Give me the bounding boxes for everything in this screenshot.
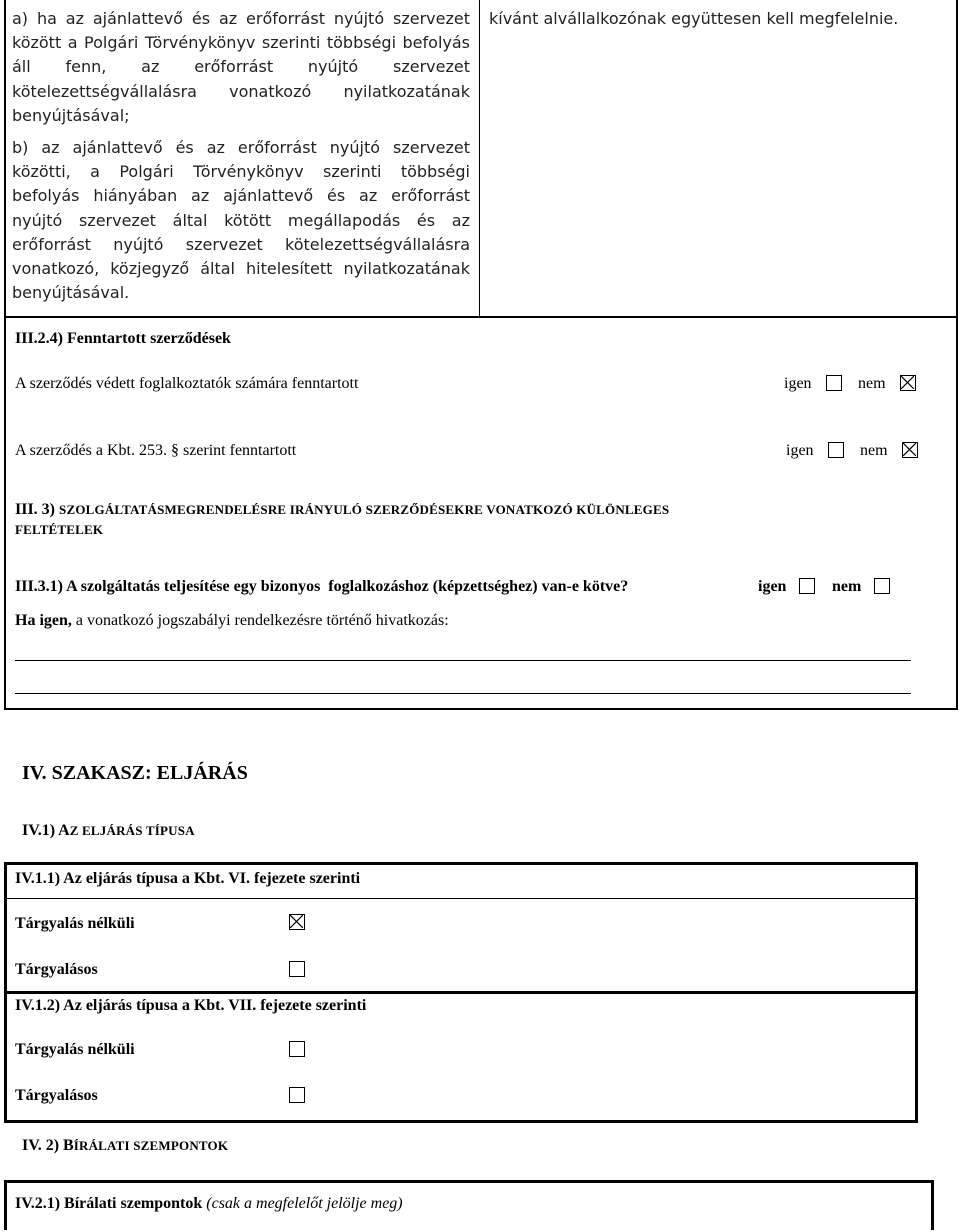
criteria-box-bold: IV.2.1) Bírálati szempontok — [15, 1195, 203, 1212]
qualification-yes-label: igen — [758, 578, 787, 595]
table1-no-negotiation-checkbox[interactable] — [289, 914, 305, 930]
qualification-no-checkbox[interactable] — [874, 578, 890, 594]
reserved-kbt253-no-label: nem — [860, 442, 888, 459]
procedure-type-table-1-divider — [7, 898, 915, 899]
procedure-type-table-2-title: IV.1.2) Az eljárás típusa a Kbt. VII. fejezete szerinti — [15, 997, 367, 1014]
procedure-type-table-1-title: IV.1.1) Az eljárás típusa a Kbt. VI. fejezete szerinti — [15, 870, 361, 887]
qualification-yes-checkbox[interactable] — [799, 578, 815, 594]
criteria-box-title — [15, 1194, 403, 1214]
criteria-rest: ÍRÁLATI SZEMPONTOK — [73, 1138, 229, 1153]
reserved-sheltered-no-checkbox[interactable] — [900, 375, 916, 391]
top-table-divider — [479, 0, 480, 316]
legal-reference-line-1[interactable] — [15, 660, 911, 661]
criteria-box-italic: (csak a megfelelőt jelölje meg) — [202, 1195, 403, 1212]
qualification-no-label: nem — [832, 578, 862, 595]
reserved-kbt253-yes-checkbox[interactable] — [828, 442, 844, 458]
table2-no-negotiation-label: Tárgyalás nélküli — [15, 1041, 135, 1058]
top-table-para-b: b) az ajánlattevő és az erőforrást nyújtó szervezet közötti, a Polgári Törvénykönyv szerinti többségi befolyás hiányában az ajánlattevő és az erőforrást nyújtó szervezet által kötött megállapodás és az erőforrást nyújtó szervezet kötelezettségvállalásra vonatkozó, közjegyző által hitelesített nyilatkozatának benyújtásával. — [12, 138, 470, 303]
section-3-3-title — [15, 500, 915, 520]
section-3-2-4-title: III.2.4) Fenntartott szerződések — [15, 330, 231, 347]
table2-negotiated-label: Tárgyalásos — [15, 1087, 98, 1104]
reserved-sheltered-label: A szerződés védett foglalkoztatók számára fenntartott — [15, 375, 359, 392]
section-3-3-title-line2: FELTÉTELEK — [15, 522, 104, 537]
table1-negotiated-checkbox[interactable] — [289, 961, 305, 977]
table1-negotiated-label: Tárgyalásos — [15, 961, 98, 978]
legal-reference-bold: Ha igen, — [15, 612, 72, 629]
table2-no-negotiation-checkbox[interactable] — [289, 1041, 305, 1057]
reserved-kbt253-yes-label: igen — [786, 442, 814, 459]
procedure-type-subheading — [22, 821, 195, 841]
criteria-prefix: IV. 2) B — [22, 1137, 74, 1154]
reserved-sheltered-yes-checkbox[interactable] — [826, 375, 842, 391]
reserved-kbt253-label: A szerződés a Kbt. 253. § szerint fenntartott — [15, 442, 297, 459]
legal-reference-text: a vonatkozó jogszabályi rendelkezésre történő hivatkozás: — [71, 612, 449, 629]
qualification-question: III.3.1) A szolgáltatás teljesítése egy bizonyos foglalkozáshoz (képzettséghez) van-e kötve? — [15, 578, 629, 595]
legal-reference-line-2[interactable] — [15, 693, 911, 694]
table2-negotiated-checkbox[interactable] — [289, 1087, 305, 1103]
checked-x-icon — [903, 443, 916, 456]
checked-x-icon — [290, 915, 303, 928]
reserved-sheltered-no-label: nem — [858, 375, 886, 392]
top-table-right-text: kívánt alvállalkozónak együttesen kell megfelelnie. — [489, 9, 899, 28]
reserved-sheltered-yes-label: igen — [784, 375, 812, 392]
top-table-para-a: a) ha az ajánlattevő és az erőforrást nyújtó szervezet között a Polgári Törvénykönyv szerinti többségi befolyás áll fenn, az erőforrást nyújtó szervezet kötelezettségvállalásra vonatkozó nyilatkozatának benyújtásával; — [12, 9, 470, 125]
section-3-3-title-main: SZOLGÁLTATÁSMEGRENDELÉSRE IRÁNYULÓ SZERZŐDÉSEKRE VONATKOZÓ KÜLÖNLEGES — [59, 502, 670, 517]
reserved-kbt253-no-checkbox[interactable] — [902, 442, 918, 458]
checked-x-icon — [901, 376, 914, 389]
procedure-type-prefix: IV.1) A — [22, 822, 70, 839]
procedure-type-rest: Z ELJÁRÁS TÍPUSA — [69, 823, 195, 838]
legal-reference-label — [15, 611, 449, 631]
table1-no-negotiation-label: Tárgyalás nélküli — [15, 915, 135, 932]
criteria-subheading — [22, 1136, 228, 1156]
section-3-3-title-prefix: III. 3) — [15, 501, 60, 518]
section-4-heading: IV. SZAKASZ: ELJÁRÁS — [22, 762, 248, 784]
